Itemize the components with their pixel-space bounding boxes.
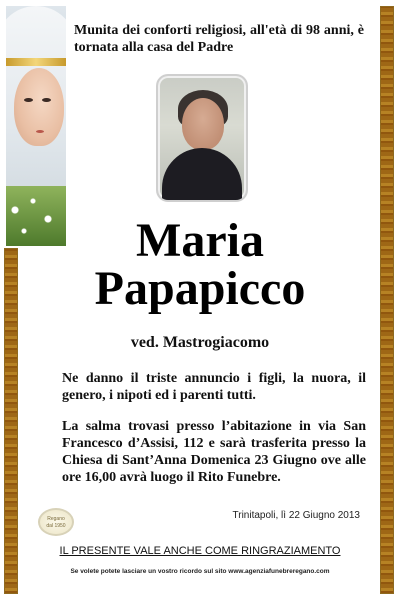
intro-text: Munita dei conforti religiosi, all'età di 98 anni, è tornata alla casa del Padre (74, 23, 364, 55)
announcement-text: Ne danno il triste annuncio i figli, la nuora, il genero, i nipoti ed i parenti tutti. (62, 371, 366, 403)
madonna-image (6, 6, 66, 246)
website-footer: Se volete potete lasciare un vostro ricordo sul sito www.agenziafunebreregano.com (70, 568, 330, 575)
deceased-portrait (156, 74, 248, 202)
first-name: Maria (136, 214, 264, 267)
thanks-notice: IL PRESENTE VALE ANCHE COME RINGRAZIAMENTO (59, 545, 341, 557)
place-date: Trinitapoli, lì 22 Giugno 2013 (232, 510, 360, 521)
widow-of: ved. Mastrogiacomo (130, 334, 270, 351)
last-name: Papapicco (94, 262, 306, 315)
logo-name: Regano (47, 516, 65, 522)
funeral-details: La salma trovasi presso l’abitazione in via San Francesco d’Assisi, 112 e sarà trasferita presso la Chiesa di Sant’Anna Domenica 23 Giugno ove alle ore 16,00 avrà luogo il Rito Funebre. (62, 419, 366, 485)
greek-key-border-right (380, 6, 394, 594)
agency-logo (38, 508, 74, 536)
logo-since: dal 1950 (46, 523, 66, 529)
greek-key-border-left (4, 248, 18, 594)
